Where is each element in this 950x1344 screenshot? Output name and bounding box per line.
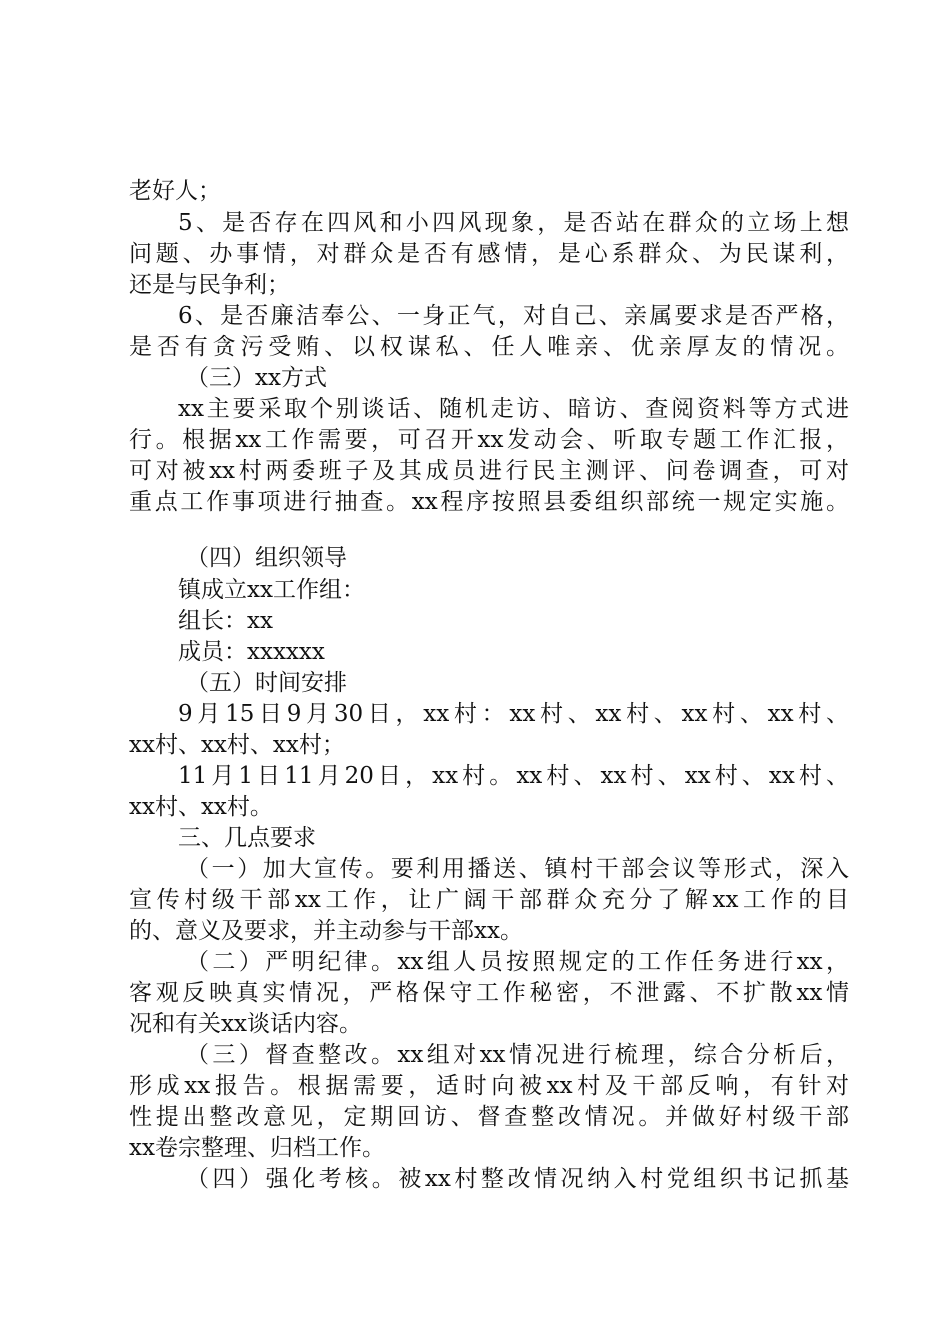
text-line: 还是与民争利； (129, 272, 290, 298)
text-line: xx村、xx村、xx村； (129, 732, 345, 758)
text-line: 形成xx报告。根据需要，适时向被xx村及干部反响，有针对 (129, 1073, 849, 1099)
text-line: 客观反映真实情况，严格保守工作秘密，不泄露、不扩散xx情 (129, 980, 849, 1006)
text-line: xx村、xx村。 (129, 794, 273, 820)
text-line: 性提出整改意见，定期回访、督查整改情况。并做好村级干部 (129, 1104, 849, 1130)
text-line: 况和有关xx谈话内容。 (129, 1011, 362, 1037)
text-line: 宣传村级干部xx工作，让广阔干部群众充分了解xx工作的目 (129, 887, 849, 913)
text-line: （三）督查整改。xx组对xx情况进行梳理，综合分析后， (186, 1042, 849, 1068)
section-heading: （三）xx方式 (186, 365, 327, 391)
text-line: （四）强化考核。被xx村整改情况纳入村党组织书记抓基 (186, 1166, 849, 1192)
text-line: 镇成立xx工作组： (178, 577, 365, 603)
text-line: （二）严明纪律。xx组人员按照规定的工作任务进行xx， (186, 949, 849, 975)
text-line: 组长：xx (178, 608, 273, 634)
text-line: 成员：xxxxxx (178, 639, 325, 665)
text-line: 5、是否存在四风和小四风现象，是否站在群众的立场上想 (178, 210, 849, 236)
section-heading: （五）时间安排 (186, 670, 347, 696)
text-line: （一）加大宣传。要利用播送、镇村干部会议等形式，深入 (186, 856, 849, 882)
text-line: 重点工作事项进行抽查。xx程序按照县委组织部统一规定实施。 (129, 489, 849, 515)
text-line: 6、是否廉洁奉公、一身正气，对自己、亲属要求是否严格， (178, 303, 849, 329)
text-line: 11月1日11月20日，xx村。xx村、xx村、xx村、xx村、 (178, 763, 849, 789)
text-line: 的、意义及要求，并主动参与干部xx。 (129, 918, 523, 944)
text-line: 是否有贪污受贿、以权谋私、任人唯亲、优亲厚友的情况。 (129, 334, 849, 360)
text-line: 老好人； (129, 178, 221, 204)
text-line: xx主要采取个别谈话、随机走访、暗访、查阅资料等方式进 (178, 396, 849, 422)
section-heading: （四）组织领导 (186, 545, 347, 571)
text-line: 行。根据xx工作需要，可召开xx发动会、听取专题工作汇报， (129, 427, 849, 453)
text-line: 9月15日9月30日，xx村：xx村、xx村、xx村、xx村、 (178, 701, 849, 727)
section-heading: 三、几点要求 (178, 825, 316, 851)
text-line: 可对被xx村两委班子及其成员进行民主测评、问卷调查，可对 (129, 458, 849, 484)
text-line: xx卷宗整理、归档工作。 (129, 1135, 385, 1161)
text-line: 问题、办事情，对群众是否有感情，是心系群众、为民谋利， (129, 241, 849, 267)
